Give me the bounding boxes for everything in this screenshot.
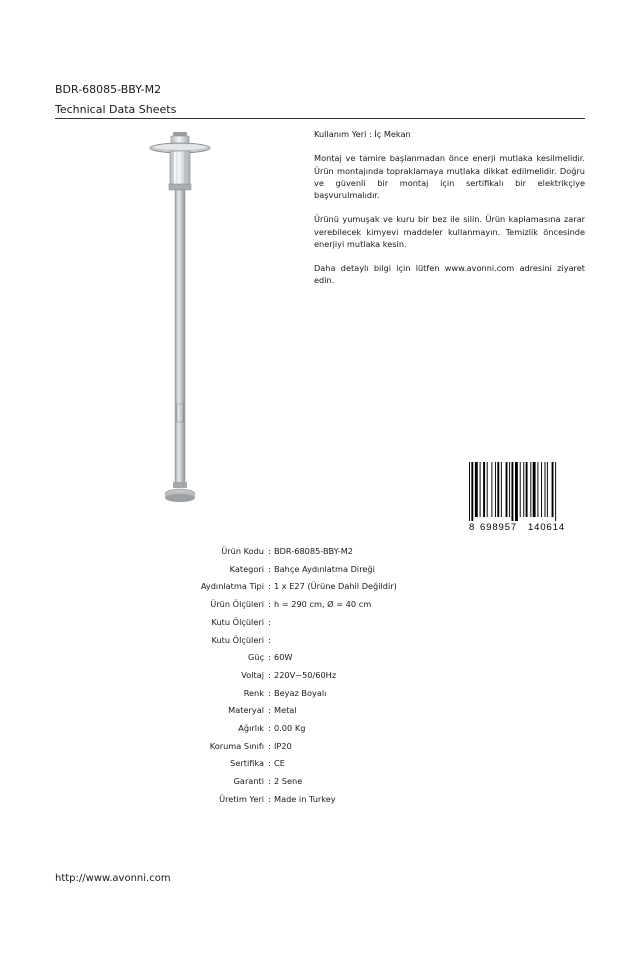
barcode-digits-right: 140614	[528, 522, 566, 532]
barcode-bar	[526, 462, 528, 517]
barcode-image	[466, 462, 585, 532]
spec-value: 1 x E27 (Ürüne Dahil Değildir)	[274, 581, 397, 592]
barcode-bar	[552, 462, 554, 517]
spec-row	[60, 669, 460, 681]
spec-value: h = 290 cm, Ø = 40 cm	[274, 599, 372, 610]
website-paragraph: Daha detaylı bilgi için lütfen www.avonni.com adresini ziyaret edin.	[314, 263, 585, 286]
barcode-bar	[545, 462, 546, 517]
barcode-bar	[541, 462, 542, 517]
safety-paragraph: Montaj ve tamire başlanmadan önce enerji mutlaka kesilmelidir. Ürün montajında topraklamaya mutlaka dikkat edilmelidir. Doğru ve güvenli bir montaj için sertifikalı bir elektrikçiye başvurulmalıdır.	[314, 153, 585, 200]
barcode-bar	[547, 462, 548, 517]
spec-separator: :	[268, 776, 271, 787]
spec-value: Bahçe Aydınlatma Direği	[274, 563, 375, 574]
barcode-bar	[523, 462, 524, 517]
spec-label: Kutu Ölçüleri	[211, 616, 264, 627]
spec-row	[60, 704, 460, 716]
barcode-bar	[491, 462, 492, 517]
barcode-bar	[487, 462, 488, 517]
spec-label: Voltaj	[241, 669, 264, 680]
cleaning-paragraph: Ürünü yumuşak ve kuru bir bez ile silin. Ürün kaplamasına zarar verebilecek kimyevi maddeler kullanmayın. Temizlik öncesinde enerjiyi mutlaka kesin.	[314, 214, 585, 249]
spec-row	[60, 722, 460, 734]
spec-value: Beyaz Boyalı	[274, 687, 327, 698]
spec-row	[60, 651, 460, 663]
barcode-bar	[530, 462, 531, 517]
spec-value: Made in Turkey	[274, 793, 336, 804]
spec-row	[60, 775, 460, 787]
spec-row	[60, 563, 460, 575]
spec-separator: :	[268, 793, 271, 804]
spec-label: Ağırlık	[238, 723, 264, 733]
spec-separator: :	[268, 634, 271, 645]
spec-value: 2 Sene	[274, 776, 303, 787]
spec-row	[60, 757, 460, 769]
spec-label: Ürün Kodu	[221, 546, 264, 556]
barcode-digits-left: 698957	[480, 522, 518, 532]
spec-label: Üretim Yeri	[219, 793, 264, 804]
spec-value: 220V~50/60Hz	[274, 669, 337, 680]
spec-separator: :	[268, 599, 271, 610]
spec-value: BDR-68085-BBY-M2	[274, 546, 353, 556]
spec-separator: :	[268, 563, 271, 574]
footer-website-link[interactable]: http://www.avonni.com	[55, 873, 171, 884]
spec-row	[60, 598, 460, 610]
spec-value: 0.00 Kg	[274, 723, 306, 733]
barcode-bar	[497, 462, 499, 517]
barcode-bar	[469, 462, 470, 521]
spec-separator: :	[268, 758, 271, 769]
spec-value: IP20	[274, 740, 292, 751]
spec-label: Materyal	[228, 705, 264, 716]
spec-label: Kutu Ölçüleri	[211, 634, 264, 645]
spec-value: Metal	[274, 705, 297, 716]
spec-separator: :	[268, 723, 271, 733]
barcode-bar	[509, 462, 510, 517]
barcode-bar	[480, 462, 481, 517]
barcode-bar	[537, 462, 538, 517]
spec-label: Kategori	[229, 563, 264, 574]
spec-label: Ürün Ölçüleri	[210, 599, 264, 610]
spec-value: 60W	[274, 652, 293, 663]
barcode-bar	[520, 462, 521, 517]
barcode-bar	[515, 462, 518, 521]
info-text-block	[314, 128, 585, 299]
spec-value: CE	[274, 758, 285, 769]
spec-separator: :	[268, 687, 271, 698]
usage-location: Kullanım Yeri : İç Mekan	[314, 129, 411, 139]
spec-row	[60, 793, 460, 805]
spec-row	[60, 687, 460, 699]
spec-separator: :	[268, 581, 271, 592]
document-subtitle: Technical Data Sheets	[55, 103, 177, 116]
spec-separator: :	[268, 705, 271, 716]
spec-separator: :	[268, 669, 271, 680]
barcode-bar	[533, 462, 536, 517]
lamp-post-image	[145, 126, 215, 506]
barcode-bar	[471, 462, 473, 521]
barcode-bar	[511, 462, 513, 521]
spec-separator: :	[268, 616, 271, 627]
spec-separator: :	[268, 652, 271, 663]
spec-label: Koruma Sınıfı	[209, 740, 264, 751]
spec-label: Garanti	[233, 776, 264, 787]
spec-label: Aydınlatma Tipi	[200, 581, 264, 592]
spec-label: Güç	[247, 652, 264, 663]
spec-separator: :	[268, 740, 271, 751]
barcode-bar	[501, 462, 502, 517]
spec-row	[60, 580, 460, 592]
spec-row	[60, 740, 460, 752]
spec-row	[60, 545, 460, 557]
header-divider	[55, 118, 585, 119]
spec-row	[60, 634, 460, 646]
spec-label: Sertifika	[230, 758, 264, 769]
barcode-bar	[475, 462, 478, 517]
spec-label: Renk	[243, 687, 264, 698]
spec-row	[60, 616, 460, 628]
spec-separator: :	[268, 546, 271, 556]
barcode-bar	[483, 462, 485, 517]
barcode-bars	[469, 462, 556, 521]
barcode-bar	[555, 462, 556, 521]
product-code-title: BDR-68085-BBY-M2	[55, 83, 162, 96]
barcode-digit-first: 8	[469, 522, 475, 532]
barcode-bar	[495, 462, 496, 517]
barcode-bar	[506, 462, 508, 517]
